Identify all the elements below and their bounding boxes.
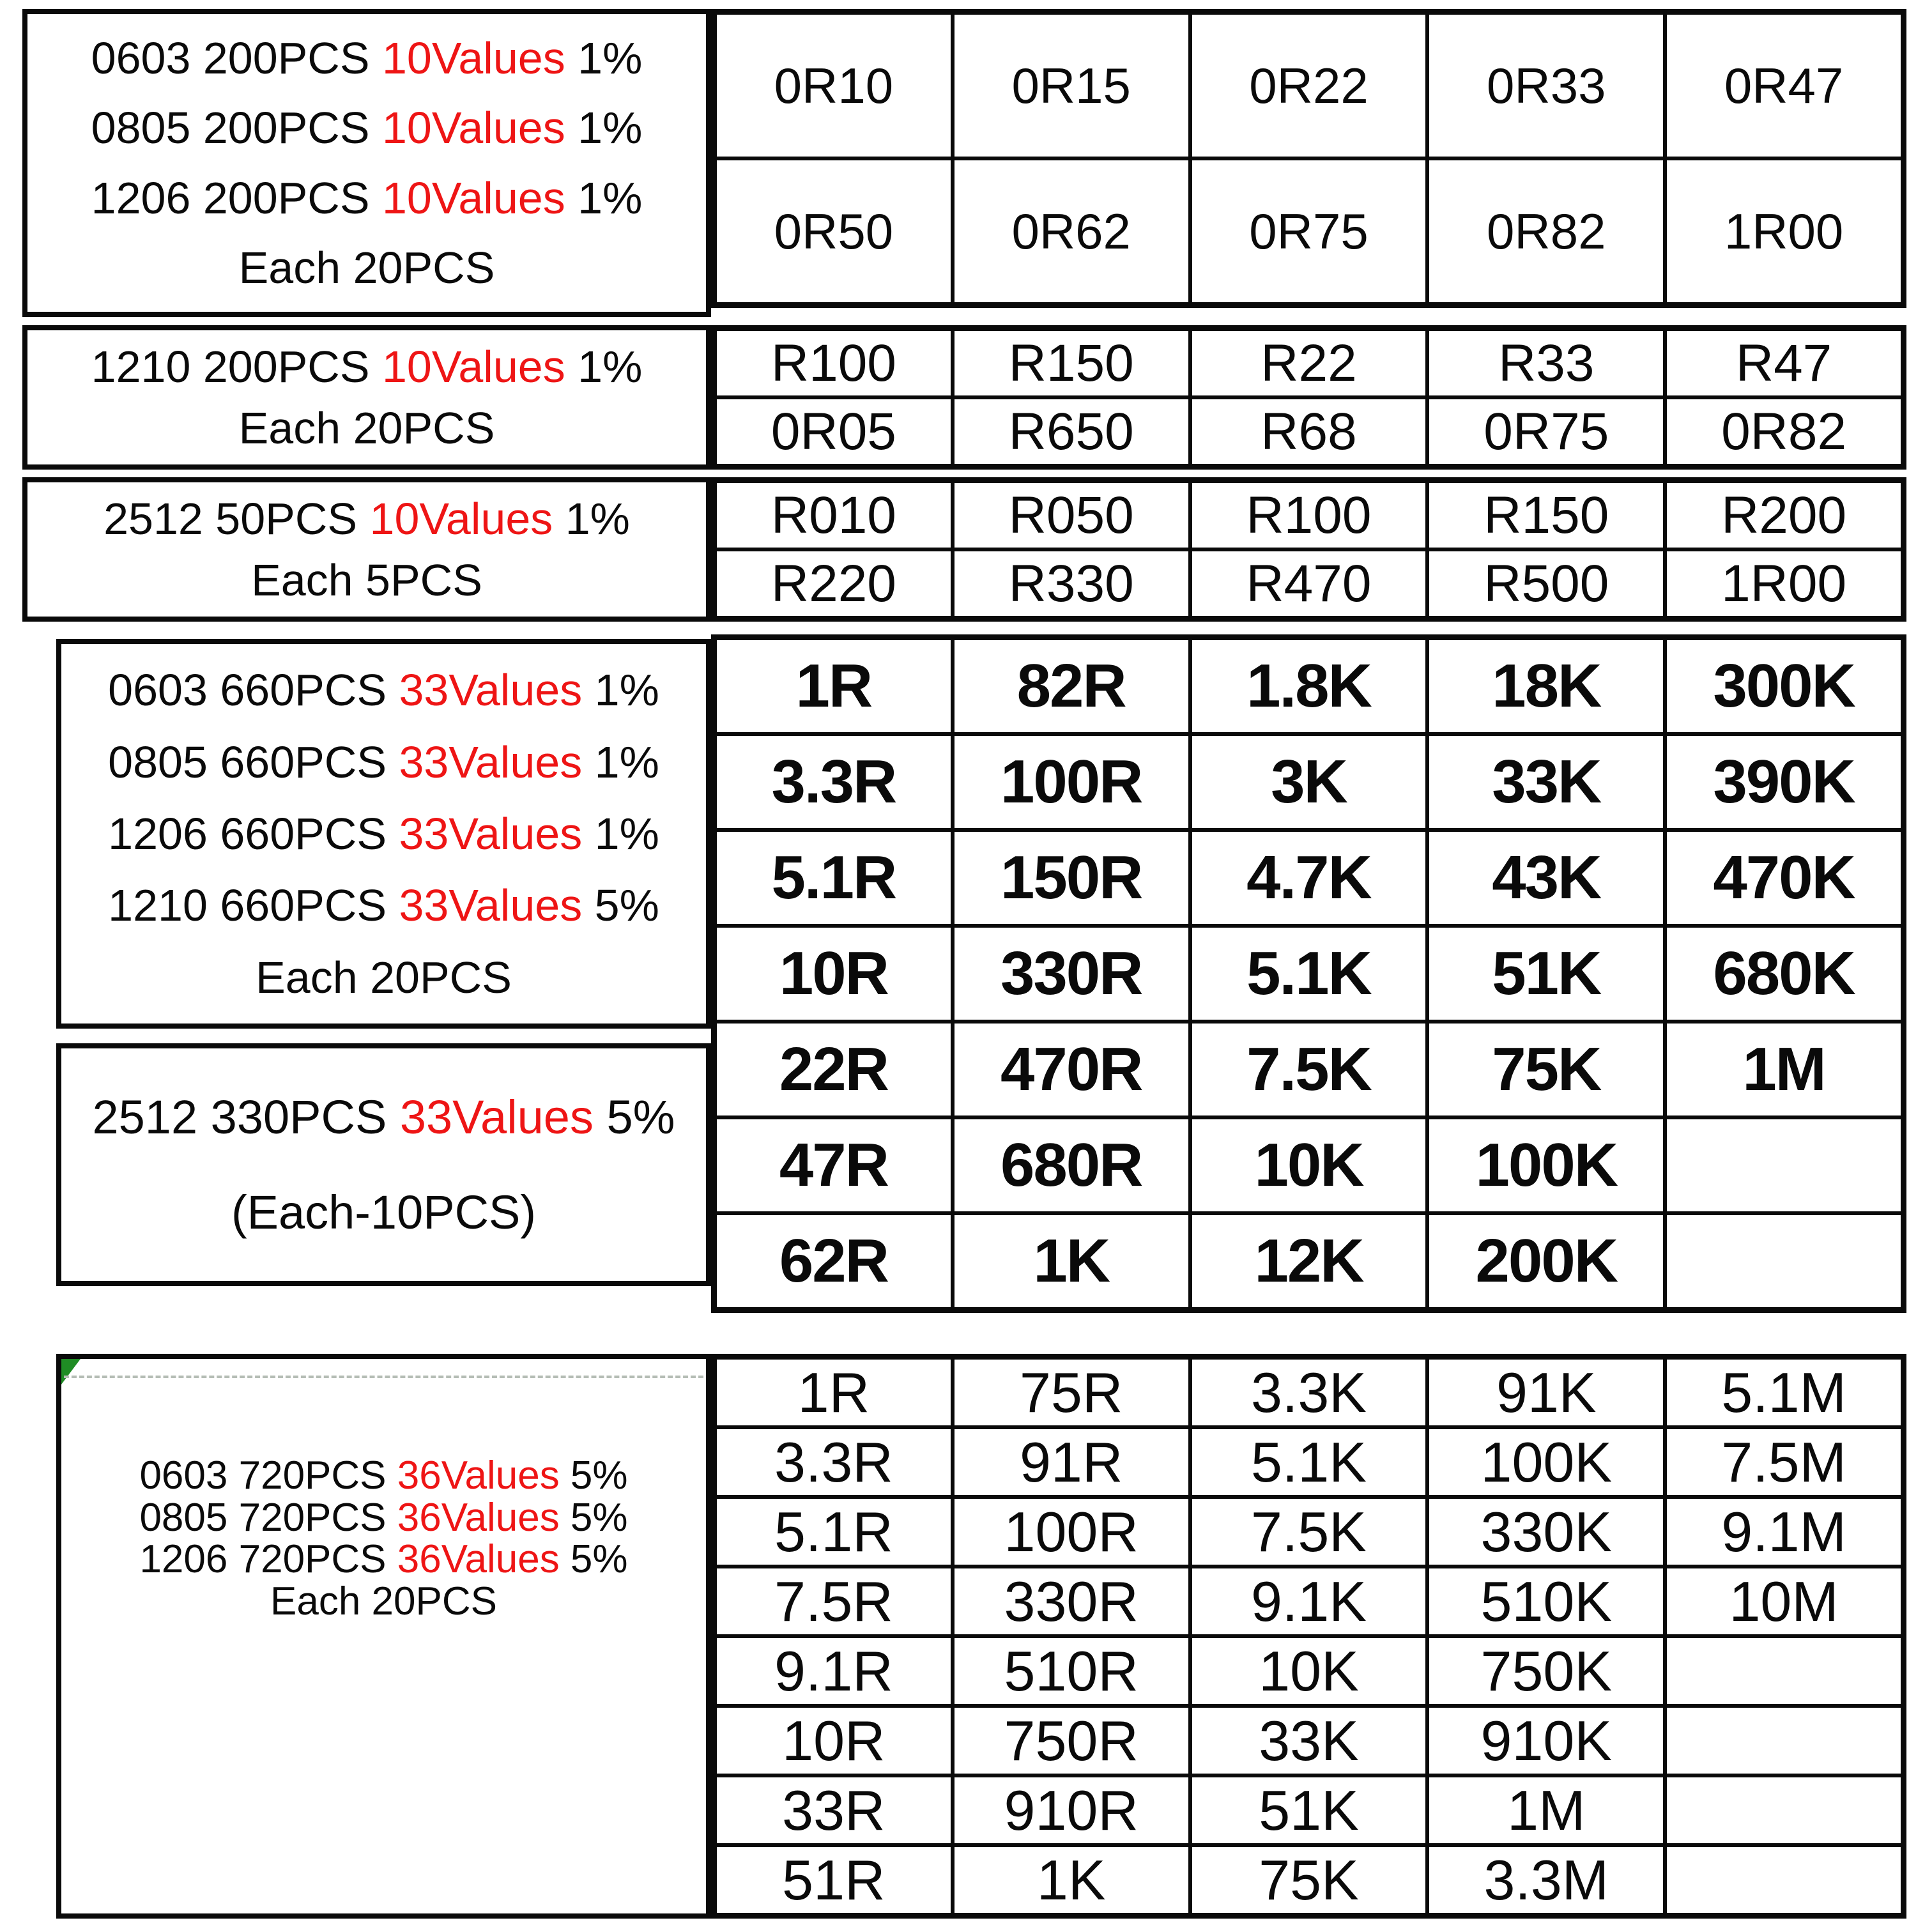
value-row: [715, 926, 1903, 1022]
label-line: [251, 555, 482, 606]
resistor-value-cell: R650: [953, 397, 1190, 466]
label-text: 5%: [559, 1453, 628, 1498]
kit-c-values-table: [711, 477, 1906, 622]
resistor-value-cell: 300K: [1665, 638, 1903, 734]
kit-d-values-table: [711, 634, 1906, 1313]
resistor-value-cell: 33K: [1190, 1706, 1428, 1775]
resistor-value-cell: 75R: [953, 1358, 1190, 1427]
resistor-value-cell: 330R: [953, 1567, 1190, 1636]
label-line: [103, 493, 630, 544]
resistor-value-cell: 5.1R: [715, 830, 953, 926]
label-line: [239, 242, 495, 293]
values-count-highlight: 10Values: [382, 33, 565, 84]
resistor-value-cell: 0R82: [1665, 397, 1903, 466]
resistor-value-cell: R150: [953, 329, 1190, 397]
label-line: [91, 172, 643, 224]
resistor-value-cell: 7.5M: [1665, 1427, 1903, 1497]
kit-d-label: [61, 644, 706, 1023]
resistor-value-cell: 0R75: [1190, 158, 1428, 304]
resistor-value-cell: 150R: [953, 830, 1190, 926]
kit-b-values-table: [711, 325, 1906, 470]
resistor-value-cell: 100K: [1427, 1117, 1665, 1213]
resistor-value-cell: 1.8K: [1190, 638, 1428, 734]
resistor-value-cell: 3.3M: [1427, 1845, 1665, 1915]
empty-cell: [1665, 1117, 1903, 1213]
resistor-value-cell: 0R15: [953, 13, 1190, 158]
value-row: [715, 1358, 1903, 1427]
resistor-value-cell: 1K: [953, 1213, 1190, 1309]
label-text: 1%: [565, 172, 643, 223]
label-text: Each 20PCS: [238, 242, 495, 293]
resistor-value-cell: 1M: [1427, 1775, 1665, 1845]
label-text: 0805 200PCS: [91, 103, 382, 153]
page-break-dashes: [64, 1376, 703, 1378]
resistor-value-cell: R010: [715, 481, 953, 549]
green-corner-marker-icon: [61, 1359, 80, 1384]
resistor-value-cell: 510R: [953, 1636, 1190, 1706]
value-row: [715, 1636, 1903, 1706]
values-count-highlight: 36Values: [397, 1453, 560, 1498]
label-text: 2512 50PCS: [103, 493, 370, 544]
value-row: [715, 1213, 1903, 1309]
label-text: 1206 200PCS: [91, 172, 382, 223]
resistor-value-cell: 4.7K: [1190, 830, 1428, 926]
label-text: 1%: [582, 665, 659, 716]
resistor-value-cell: 5.1K: [1190, 926, 1428, 1022]
label-text: 0603 720PCS: [139, 1453, 397, 1498]
value-row: [715, 1775, 1903, 1845]
resistor-value-cell: 18K: [1427, 638, 1665, 734]
resistor-value-cell: 51K: [1190, 1775, 1428, 1845]
resistor-value-cell: 390K: [1665, 734, 1903, 830]
label-text: 0805 660PCS: [108, 737, 399, 787]
resistor-value-cell: R220: [715, 549, 953, 618]
resistor-value-cell: 91K: [1427, 1358, 1665, 1427]
resistor-value-cell: 22R: [715, 1022, 953, 1117]
value-row: [715, 1567, 1903, 1636]
resistor-value-cell: 33R: [715, 1775, 953, 1845]
label-line: [91, 102, 643, 153]
resistor-value-cell: 47R: [715, 1117, 953, 1213]
label-text: 0603 200PCS: [91, 33, 382, 84]
resistor-value-cell: R330: [953, 549, 1190, 618]
resistor-value-cell: 1R: [715, 638, 953, 734]
kit-b-label-box: [22, 325, 711, 470]
resistor-value-cell: 910R: [953, 1775, 1190, 1845]
resistor-value-cell: R100: [715, 329, 953, 397]
values-count-highlight: 36Values: [397, 1537, 560, 1582]
label-text: 5%: [559, 1495, 628, 1540]
values-count-highlight: 10Values: [382, 103, 565, 153]
resistor-value-cell: 750R: [953, 1706, 1190, 1775]
resistor-value-cell: 3K: [1190, 734, 1428, 830]
kit-d2-label: [61, 1048, 706, 1281]
values-count-highlight: 33Values: [399, 808, 583, 859]
resistor-value-cell: 100R: [953, 1497, 1190, 1567]
resistor-value-cell: 33K: [1427, 734, 1665, 830]
value-row: [715, 1497, 1903, 1567]
value-row: [715, 329, 1903, 397]
resistor-value-cell: 0R10: [715, 13, 953, 158]
resistor-value-cell: 0R62: [953, 158, 1190, 304]
resistor-value-cell: 1M: [1665, 1022, 1903, 1117]
kit-d2-label-box: [56, 1043, 711, 1286]
label-line: [139, 1455, 627, 1497]
resistor-value-cell: 10M: [1665, 1567, 1903, 1636]
kit-c-label-box: [22, 477, 711, 622]
value-row: [715, 1022, 1903, 1117]
values-count-highlight: 33Values: [399, 737, 583, 787]
label-text: 1%: [565, 33, 643, 84]
resistor-value-cell: 910K: [1427, 1706, 1665, 1775]
label-line: [93, 1090, 675, 1144]
resistor-value-cell: 10K: [1190, 1636, 1428, 1706]
resistor-value-cell: 5.1R: [715, 1497, 953, 1567]
resistor-value-cell: 5.1K: [1190, 1427, 1428, 1497]
resistor-value-cell: 43K: [1427, 830, 1665, 926]
resistor-value-cell: R500: [1427, 549, 1665, 618]
kit-d-label-box: [56, 639, 711, 1029]
resistor-value-cell: 1R00: [1665, 549, 1903, 618]
label-line: [91, 33, 643, 84]
values-count-highlight: 10Values: [369, 493, 553, 544]
resistor-value-cell: 7.5K: [1190, 1497, 1428, 1567]
value-row: [715, 481, 1903, 549]
label-line: [231, 1185, 536, 1239]
value-row: [715, 158, 1903, 304]
resistor-value-cell: 680R: [953, 1117, 1190, 1213]
label-text: 5%: [559, 1537, 628, 1582]
label-text: Each 20PCS: [256, 952, 512, 1002]
resistor-value-cell: 0R75: [1427, 397, 1665, 466]
values-count-highlight: 10Values: [382, 341, 565, 392]
label-text: Each 20PCS: [238, 403, 495, 454]
resistor-value-cell: R22: [1190, 329, 1428, 397]
label-text: 1%: [582, 808, 659, 859]
resistor-value-cell: 5.1M: [1665, 1358, 1903, 1427]
label-text: 1%: [565, 341, 643, 392]
resistor-value-cell: 62R: [715, 1213, 953, 1309]
kit-b-label: [27, 330, 706, 464]
label-text: Each 5PCS: [251, 555, 482, 606]
resistor-value-cell: 0R22: [1190, 13, 1428, 158]
resistor-value-cell: 3.3K: [1190, 1358, 1428, 1427]
resistor-value-cell: 10R: [715, 926, 953, 1022]
resistor-value-cell: 510K: [1427, 1567, 1665, 1636]
value-row: [715, 1706, 1903, 1775]
resistor-value-cell: 3.3R: [715, 734, 953, 830]
empty-cell: [1665, 1775, 1903, 1845]
label-text: 2512 330PCS: [92, 1090, 400, 1144]
values-count-highlight: 36Values: [397, 1495, 560, 1540]
kit-e-values-table: [711, 1354, 1906, 1919]
label-text: 1206 720PCS: [139, 1537, 397, 1582]
resistor-value-cell: 0R50: [715, 158, 953, 304]
resistor-value-cell: R050: [953, 481, 1190, 549]
resistor-value-cell: 470R: [953, 1022, 1190, 1117]
resistor-value-cell: 9.1K: [1190, 1567, 1428, 1636]
resistor-value-cell: 91R: [953, 1427, 1190, 1497]
empty-cell: [1665, 1706, 1903, 1775]
resistor-value-cell: 0R47: [1665, 13, 1903, 158]
label-line: [239, 402, 495, 454]
resistor-value-cell: 7.5R: [715, 1567, 953, 1636]
kit-a-label: [27, 14, 706, 312]
resistor-value-cell: 0R33: [1427, 13, 1665, 158]
label-text: 1%: [582, 737, 659, 787]
kit-e-label: [61, 1359, 706, 1913]
resistor-value-cell: 12K: [1190, 1213, 1428, 1309]
resistor-value-cell: 75K: [1427, 1022, 1665, 1117]
resistor-value-cell: 10K: [1190, 1117, 1428, 1213]
resistor-value-cell: 330R: [953, 926, 1190, 1022]
value-row: [715, 1117, 1903, 1213]
resistor-value-cell: R470: [1190, 549, 1428, 618]
label-line: [270, 1581, 497, 1623]
label-text: (Each-10PCS): [231, 1186, 537, 1239]
resistor-value-cell: R68: [1190, 397, 1428, 466]
kit-a-label-box: [22, 9, 711, 317]
label-line: [108, 664, 659, 716]
label-line: [108, 808, 659, 859]
resistor-value-cell: 7.5K: [1190, 1022, 1428, 1117]
label-text: 0603 660PCS: [108, 665, 399, 716]
kit-a-values-table: [711, 9, 1906, 308]
resistor-value-cell: 680K: [1665, 926, 1903, 1022]
resistor-value-cell: R150: [1427, 481, 1665, 549]
values-count-highlight: 33Values: [399, 880, 583, 931]
label-text: 1%: [565, 103, 643, 153]
label-line: [139, 1538, 627, 1581]
empty-cell: [1665, 1213, 1903, 1309]
label-line: [256, 952, 512, 1003]
label-line: [139, 1497, 627, 1539]
resistor-value-cell: 51R: [715, 1845, 953, 1915]
label-line: [108, 880, 659, 931]
value-row: [715, 830, 1903, 926]
resistor-value-cell: 100R: [953, 734, 1190, 830]
resistor-value-cell: 1R00: [1665, 158, 1903, 304]
label-line: [91, 341, 643, 392]
value-row: [715, 1845, 1903, 1915]
resistor-value-cell: R47: [1665, 329, 1903, 397]
resistor-value-cell: 75K: [1190, 1845, 1428, 1915]
resistor-value-cell: 330K: [1427, 1497, 1665, 1567]
label-text: 5%: [593, 1090, 675, 1144]
resistor-value-cell: 3.3R: [715, 1427, 953, 1497]
values-count-highlight: 33Values: [399, 665, 583, 716]
label-text: 1210 660PCS: [108, 880, 399, 931]
kit-e-label-box: [56, 1354, 711, 1919]
resistor-value-cell: R100: [1190, 481, 1428, 549]
resistor-value-cell: 0R82: [1427, 158, 1665, 304]
label-line: [108, 737, 659, 788]
label-text: 1%: [553, 493, 630, 544]
value-row: [715, 549, 1903, 618]
resistor-value-cell: 1K: [953, 1845, 1190, 1915]
resistor-value-cell: 51K: [1427, 926, 1665, 1022]
label-text: 5%: [582, 880, 659, 931]
value-row: [715, 13, 1903, 158]
resistor-value-cell: 470K: [1665, 830, 1903, 926]
label-text: 1206 660PCS: [108, 808, 399, 859]
label-text: Each 20PCS: [270, 1579, 497, 1624]
value-row: [715, 397, 1903, 466]
value-row: [715, 734, 1903, 830]
value-row: [715, 638, 1903, 734]
resistor-value-cell: 750K: [1427, 1636, 1665, 1706]
resistor-value-cell: 9.1M: [1665, 1497, 1903, 1567]
resistor-value-cell: 10R: [715, 1706, 953, 1775]
resistor-value-cell: R33: [1427, 329, 1665, 397]
values-count-highlight: 33Values: [399, 1090, 594, 1144]
resistor-value-cell: 0R05: [715, 397, 953, 466]
resistor-value-cell: R200: [1665, 481, 1903, 549]
empty-cell: [1665, 1636, 1903, 1706]
resistor-value-cell: 9.1R: [715, 1636, 953, 1706]
values-count-highlight: 10Values: [382, 172, 565, 223]
label-text: 1210 200PCS: [91, 341, 382, 392]
resistor-value-cell: 82R: [953, 638, 1190, 734]
label-text: 0805 720PCS: [139, 1495, 397, 1540]
value-row: [715, 1427, 1903, 1497]
empty-cell: [1665, 1845, 1903, 1915]
resistor-value-cell: 1R: [715, 1358, 953, 1427]
kit-c-label: [27, 482, 706, 617]
resistor-value-cell: 100K: [1427, 1427, 1665, 1497]
resistor-value-cell: 200K: [1427, 1213, 1665, 1309]
